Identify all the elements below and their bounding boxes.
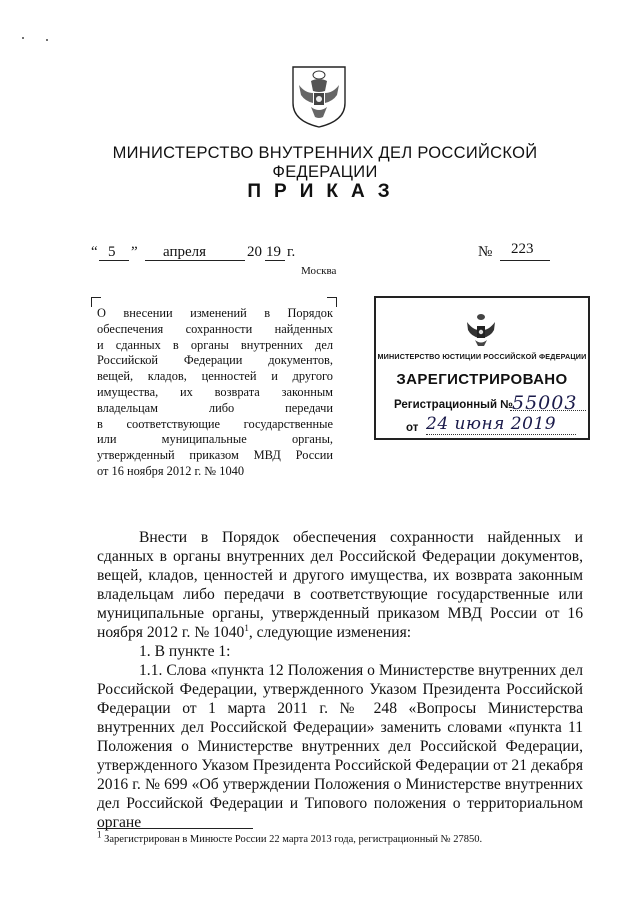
- paragraph-item-1-1: 1.1. Слова «пункта 12 Положения о Министерстве внутренних дел Российской Федерации, утвержденного Указом Президента Российской Федерации от 1 марта 2011 г. № 248 «Вопросы Министерства внутренних дел Российской Федерации» заменить словами «пункта 11 Положения о Министерстве внутренних дел Российской Федерации, утвержденного Указом Президента Российской Федерации от 21 декабря 2016 г. № 699 «Об утверждении Положения о Министерстве внутренних дел Российской Федерации и Типового положения о территориальном органе: [97, 662, 583, 831]
- subject-line: от 16 ноября 2012 г. № 1040: [97, 463, 245, 478]
- order-date: [91, 244, 321, 264]
- subject-line: утвержденный приказом МВД России: [97, 448, 333, 463]
- number-value: 223: [511, 241, 534, 257]
- stamp-reg-label: Регистрационный №: [394, 399, 514, 411]
- city: Москва: [301, 265, 337, 277]
- stamp-date-underline: [426, 434, 576, 435]
- date-close-quote: ”: [131, 244, 138, 260]
- paragraph-item-1: 1. В пункте 1:: [139, 643, 231, 660]
- subject-line: или муниципальные органы,: [97, 432, 333, 447]
- order-subject: [97, 306, 333, 480]
- ministry-heading: МИНИСТЕРСТВО ВНУТРЕННИХ ДЕЛ РОССИЙСКОЙ ФЕДЕРАЦИИ: [112, 144, 538, 181]
- stamp-from-label: от: [406, 422, 419, 434]
- stamp-status: ЗАРЕГИСТРИРОВАНО: [396, 371, 568, 388]
- date-month: апреля: [163, 244, 207, 260]
- paragraph-intro-tail: , следующие изменения:: [248, 624, 412, 641]
- scan-speck: [46, 39, 48, 41]
- subject-line: обеспечения сохранности найденных: [97, 321, 333, 336]
- footnote-ref: 1: [244, 622, 249, 633]
- subject-line: в соответствующие государственные: [97, 416, 333, 431]
- stamp-ministry: МИНИСТЕРСТВО ЮСТИЦИИ РОССИЙСКОЙ ФЕДЕРАЦИИ: [377, 352, 587, 361]
- document-type-title: ПРИКАЗ: [247, 181, 403, 202]
- subject-line: имущества, их возврата законным: [97, 384, 333, 399]
- date-year-prefix: 20: [247, 244, 262, 260]
- stamp-reg-number: 55003: [512, 392, 578, 414]
- footnote-separator: [97, 828, 253, 829]
- order-number: [478, 241, 578, 264]
- date-open-quote: “: [91, 244, 98, 260]
- subject-line: О внесении изменений в Порядок: [97, 306, 333, 320]
- footnote-text: Зарегистрирован в Минюсте России 22 марта 2013 года, регистрационный № 27850.: [101, 834, 483, 845]
- date-year-mark: г.: [287, 244, 296, 260]
- date-day: 5: [108, 244, 116, 260]
- footnote: [97, 829, 483, 845]
- subject-line: владельцам либо передачи: [97, 400, 333, 415]
- subject-line: Российской Федерации документов,: [97, 353, 333, 368]
- subject-line: вещей, кладов, ценностей и другого: [97, 369, 333, 384]
- footnote-mark: 1: [97, 829, 102, 840]
- registration-stamp: [374, 296, 590, 440]
- coat-of-arms-emblem: [291, 63, 347, 129]
- stamp-date: 24 июня 2019: [426, 414, 557, 434]
- scan-speck: [22, 37, 24, 39]
- stamp-emblem-icon: [463, 312, 499, 348]
- paragraph-intro: [97, 528, 583, 642]
- number-sign: №: [478, 244, 493, 260]
- date-year-suffix: 19: [266, 244, 281, 260]
- paragraph-intro-text: Внести в Порядок обеспечения сохранности найденных и сданных в органы внутренних дел Российской Федерации документов, вещей, кладов, ценностей и другого имущества, их возврата законным владельцам либо передачи в соответствующие государственные или муниципальные органы, утвержденный приказом МВД России от 16 ноября 2012 г. № 1040: [97, 529, 583, 641]
- order-body: [97, 528, 583, 832]
- subject-line: и сданных в органы внутренних дел: [97, 337, 333, 352]
